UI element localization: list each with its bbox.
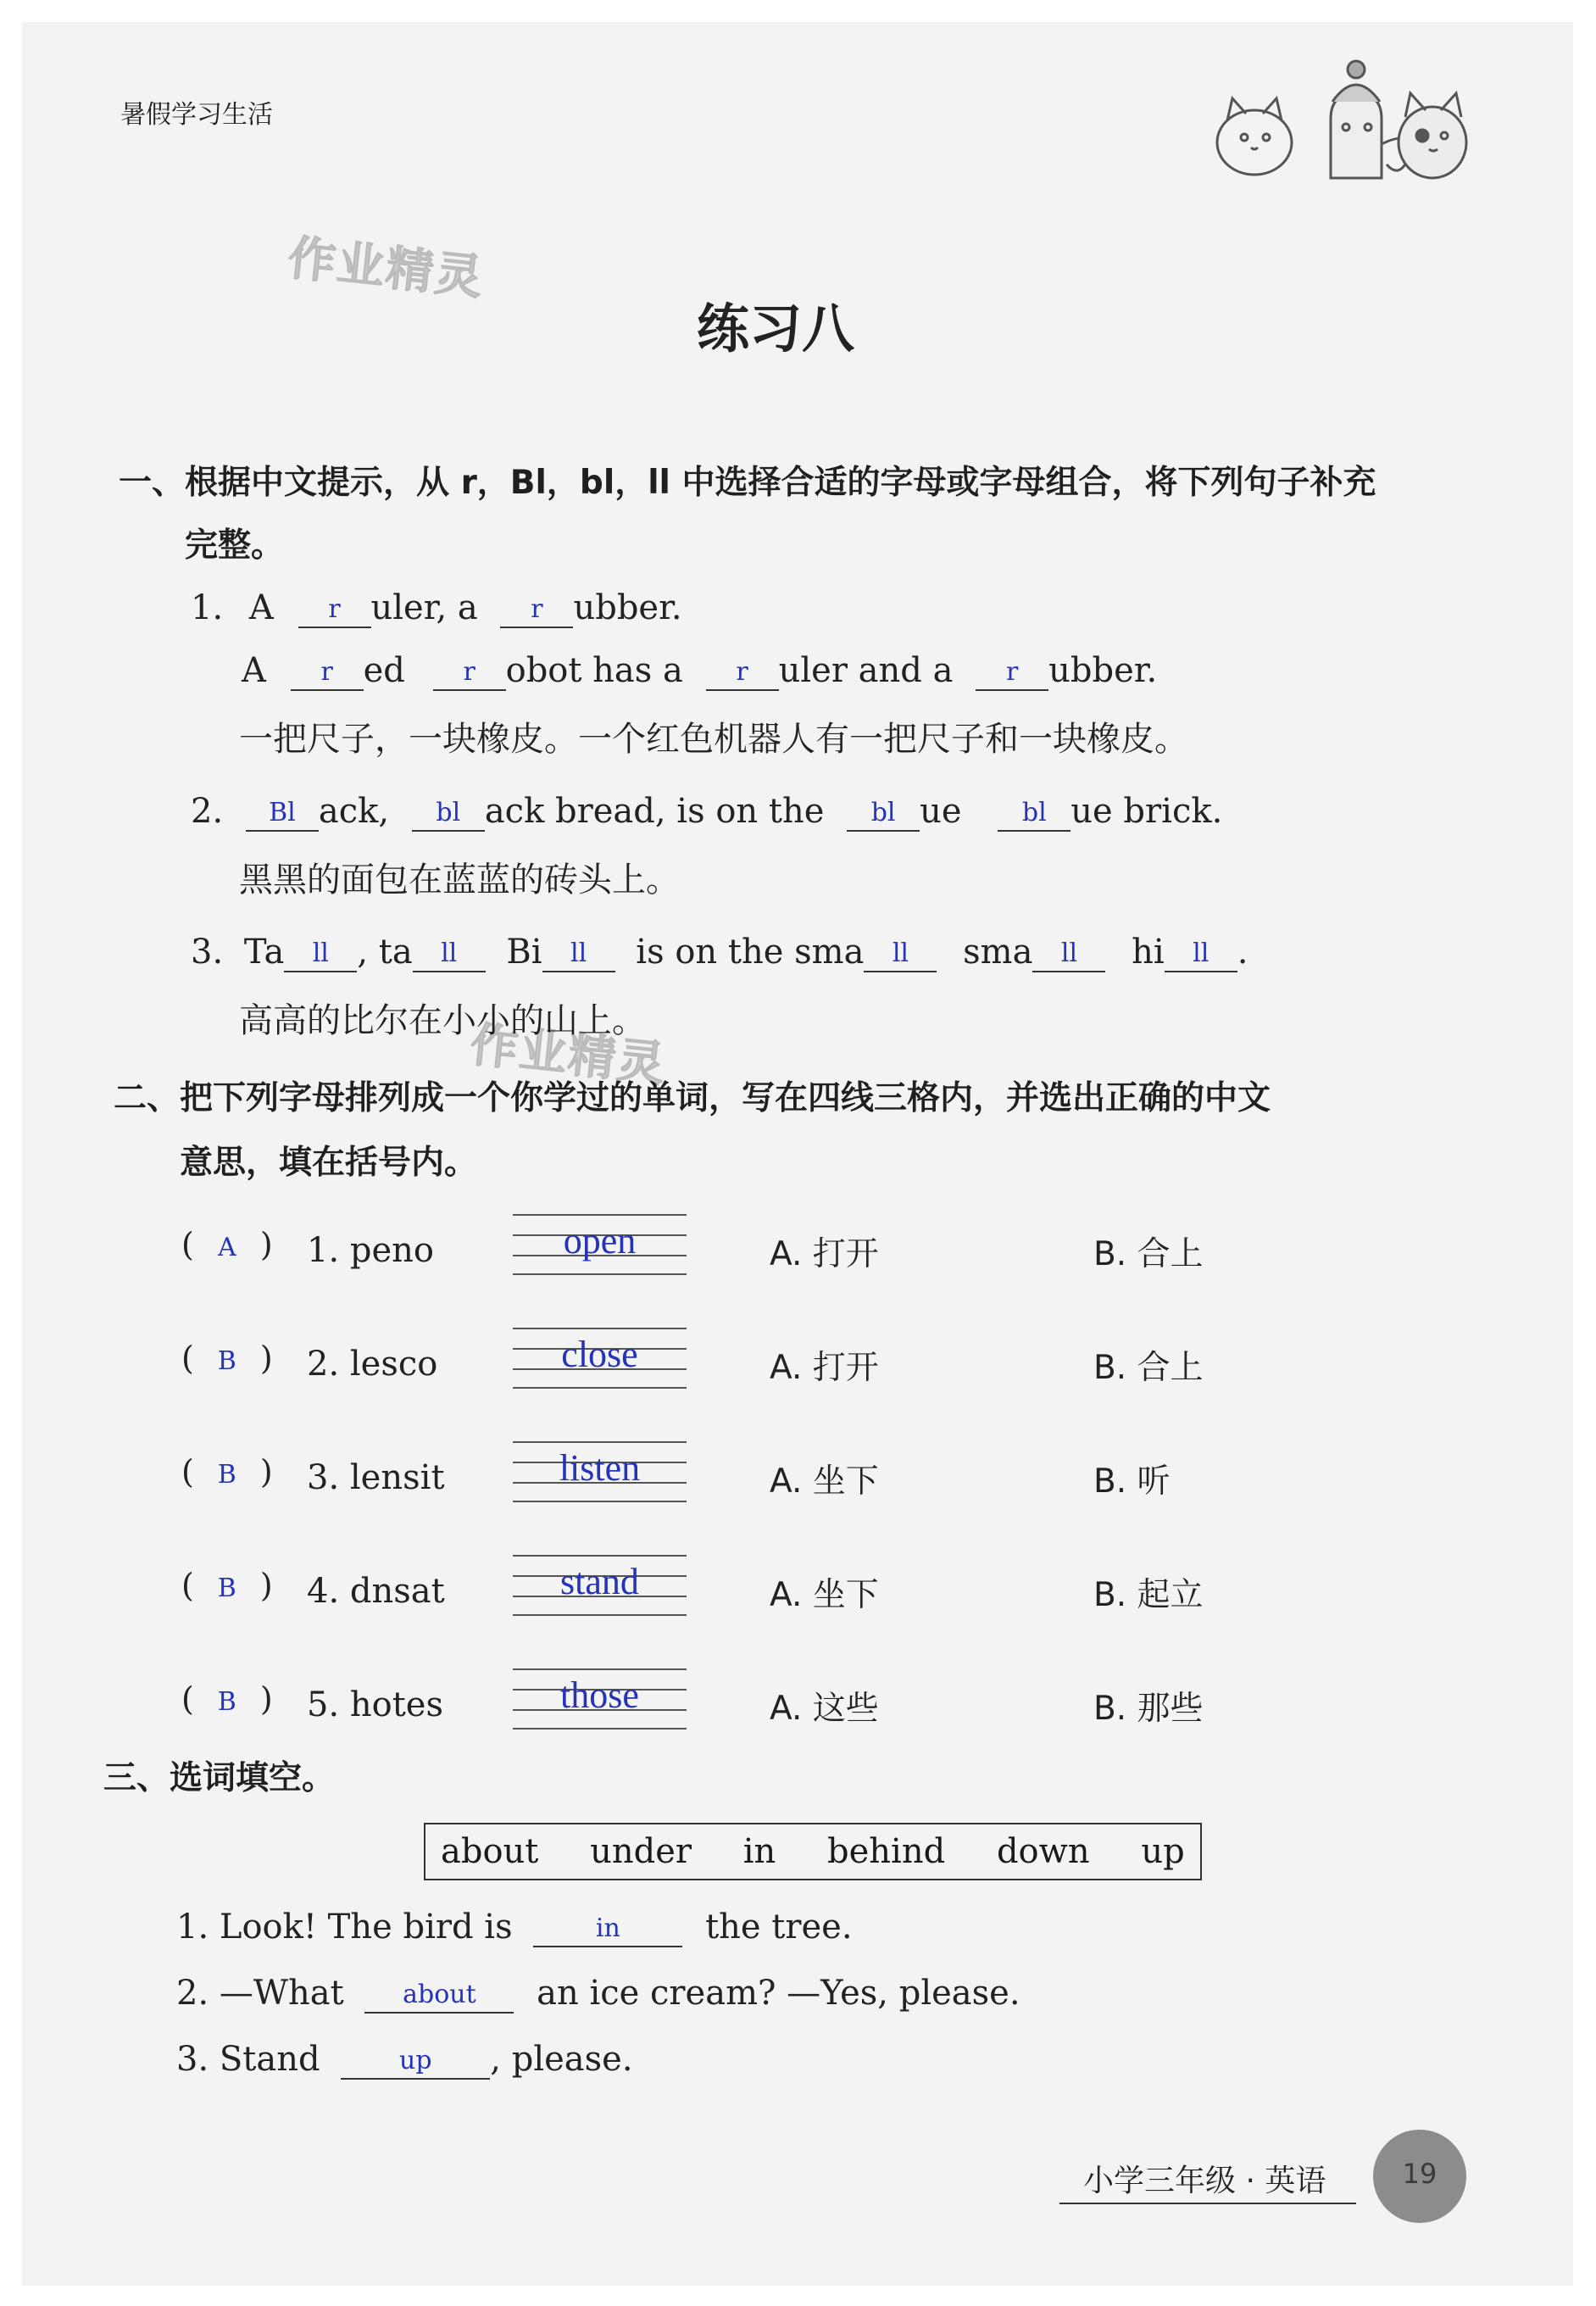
word-bank-item: in — [742, 1832, 776, 1871]
answer-blank[interactable]: ll — [1165, 937, 1237, 972]
q2-text: ack, — [318, 792, 390, 831]
q1-chinese: 一把尺子，一块橡皮。一个红色机器人有一把尺子和一块橡皮。 — [239, 720, 1188, 759]
word-bank-item: down — [996, 1832, 1090, 1871]
q1-line1 — [191, 585, 682, 631]
scrambled-letters: dnsat — [349, 1572, 445, 1611]
answer-blank[interactable]: up — [341, 2044, 490, 2080]
q1-text: A — [242, 651, 266, 690]
answer-blank[interactable]: about — [364, 1978, 514, 2014]
word-bank-item: up — [1141, 1832, 1185, 1871]
option-a: A. 这些 — [770, 1690, 879, 1728]
grade-subject: 小学三年级 · 英语 — [1083, 2164, 1326, 2198]
s3-q3-text: 3. Stand — [176, 2040, 320, 2079]
q3-text: sma — [963, 933, 1033, 972]
choice-answer[interactable]: B — [217, 1574, 236, 1603]
q1-line2 — [242, 648, 1157, 693]
cats-illustration — [1204, 42, 1492, 187]
page-number: 19 — [1373, 2130, 1466, 2223]
section3-heading: 三、选词填空。 — [103, 1759, 336, 1797]
answer-blank[interactable]: r — [433, 655, 506, 691]
scrambled-letters: lensit — [349, 1458, 445, 1497]
answer-blank[interactable]: r — [291, 655, 364, 691]
q3-num: 3. — [191, 933, 224, 972]
option-a: A. 打开 — [770, 1235, 879, 1273]
s3-q3 — [176, 2036, 633, 2082]
q2-text: ue brick. — [1070, 792, 1223, 831]
q2-chinese: 黑黑的面包在蓝蓝的砖头上。 — [239, 861, 680, 900]
q3-text: hi — [1132, 933, 1165, 972]
row-num: 1. — [307, 1231, 340, 1270]
answer-blank[interactable]: in — [533, 1912, 682, 1947]
s3-q2-text: an ice cream? —Yes, please. — [537, 1974, 1020, 2013]
q3-text: Bi — [506, 933, 542, 972]
section2-heading-line2: 意思，填在括号内。 — [180, 1144, 478, 1182]
section1-heading-line1: 一、根据中文提示，从 r，Bl，bl，ll 中选择合适的字母或字母组合，将下列句子补充 — [119, 464, 1376, 502]
written-word: stand — [560, 1561, 639, 1602]
q1-text: uler and a — [778, 651, 954, 690]
answer-blank[interactable]: ll — [864, 937, 937, 972]
answer-blank[interactable]: bl — [412, 796, 485, 832]
option-b: B. 起立 — [1093, 1576, 1204, 1614]
written-word: listen — [559, 1447, 641, 1489]
book-title: 暑假学习生活 — [120, 100, 273, 130]
q2-line1 — [191, 788, 1222, 834]
choice-answer[interactable]: B — [217, 1687, 236, 1717]
option-b: B. 那些 — [1093, 1690, 1204, 1728]
four-line-grid[interactable] — [513, 1555, 687, 1616]
answer-blank[interactable]: r — [500, 593, 573, 628]
s3-q1-text: the tree. — [705, 1908, 853, 1947]
s3-q1 — [176, 1904, 853, 1950]
scrambled-letters: peno — [349, 1231, 435, 1270]
choice-paren: ( B ) — [181, 1567, 273, 1604]
choice-paren: ( B ) — [181, 1340, 273, 1377]
word-bank-item: about — [441, 1832, 539, 1871]
unscramble-letters — [307, 1455, 445, 1501]
four-line-grid[interactable] — [513, 1668, 687, 1730]
choice-answer[interactable]: B — [217, 1460, 236, 1490]
q1-num: 1. — [191, 588, 224, 627]
scrambled-letters: hotes — [349, 1685, 444, 1724]
s3-q3-text: , please. — [490, 2040, 633, 2079]
answer-blank[interactable]: r — [298, 593, 371, 628]
s3-q2 — [176, 1970, 1020, 2016]
unscramble-letters — [307, 1568, 445, 1614]
q2-num: 2. — [191, 792, 224, 831]
option-b: B. 合上 — [1093, 1349, 1204, 1387]
four-line-grid[interactable] — [513, 1328, 687, 1389]
q1-text: obot has a — [505, 651, 683, 690]
q3-text: . — [1237, 933, 1248, 972]
q1-text: ubber. — [1048, 651, 1158, 690]
q2-text: ack bread, is on the — [484, 792, 825, 831]
footer-rule — [1059, 2203, 1356, 2204]
choice-answer[interactable]: B — [217, 1346, 236, 1376]
four-line-grid[interactable] — [513, 1441, 687, 1502]
option-a: A. 坐下 — [770, 1576, 879, 1614]
q1-text: ubber. — [573, 588, 682, 627]
s3-q2-text: 2. —What — [176, 1974, 344, 2013]
q3-line1 — [191, 929, 1248, 975]
row-num: 5. — [307, 1685, 340, 1724]
watermark-top: 作业精灵 — [285, 231, 487, 306]
unscramble-letters — [307, 1341, 437, 1387]
page-title: 练习八 — [696, 298, 854, 359]
word-bank-item: behind — [827, 1832, 946, 1871]
answer-blank[interactable]: r — [976, 655, 1048, 691]
option-a: A. 坐下 — [770, 1462, 879, 1501]
row-num: 2. — [307, 1345, 340, 1384]
section2-heading-line1: 二、把下列字母排列成一个你学过的单词，写在四线三格内，并选出正确的中文 — [114, 1079, 1271, 1117]
answer-blank[interactable]: ll — [284, 937, 357, 972]
s3-q1-text: 1. Look! The bird is — [176, 1908, 513, 1947]
unscramble-letters — [307, 1228, 434, 1273]
answer-blank[interactable]: Bl — [246, 796, 319, 832]
answer-blank[interactable]: ll — [542, 937, 615, 972]
answer-blank[interactable]: bl — [847, 796, 920, 832]
q1-text: ed — [363, 651, 405, 690]
word-bank-item: under — [590, 1832, 692, 1871]
answer-blank[interactable]: ll — [413, 937, 486, 972]
unscramble-letters — [307, 1682, 443, 1728]
choice-paren: ( B ) — [181, 1453, 273, 1490]
written-word: open — [563, 1220, 637, 1262]
q2-text: ue — [920, 792, 962, 831]
option-b: B. 合上 — [1093, 1235, 1204, 1273]
row-num: 4. — [307, 1572, 340, 1611]
q3-text: , ta — [357, 933, 413, 972]
row-num: 3. — [307, 1458, 340, 1497]
section1-heading-line2: 完整。 — [185, 526, 285, 565]
choice-answer[interactable]: A — [217, 1233, 236, 1262]
q3-chinese: 高高的比尔在小小的山上。 — [239, 1001, 646, 1040]
choice-paren: ( B ) — [181, 1680, 273, 1718]
answer-blank[interactable]: r — [706, 655, 779, 691]
watermark-middle: 作业精灵 — [467, 1017, 670, 1093]
option-b: B. 听 — [1093, 1462, 1171, 1501]
q3-text: is on the sma — [636, 933, 865, 972]
choice-paren: ( A ) — [181, 1226, 273, 1263]
scrambled-letters: lesco — [349, 1345, 438, 1384]
written-word: close — [561, 1334, 638, 1375]
answer-blank[interactable]: bl — [998, 796, 1070, 832]
word-bank — [424, 1823, 1202, 1880]
q1-text: uler, a — [370, 588, 478, 627]
written-word: those — [560, 1674, 639, 1716]
q3-text: Ta — [243, 933, 285, 972]
four-line-grid[interactable] — [513, 1214, 687, 1275]
answer-blank[interactable]: ll — [1032, 937, 1105, 972]
q1-text: A — [248, 588, 274, 627]
option-a: A. 打开 — [770, 1349, 879, 1387]
